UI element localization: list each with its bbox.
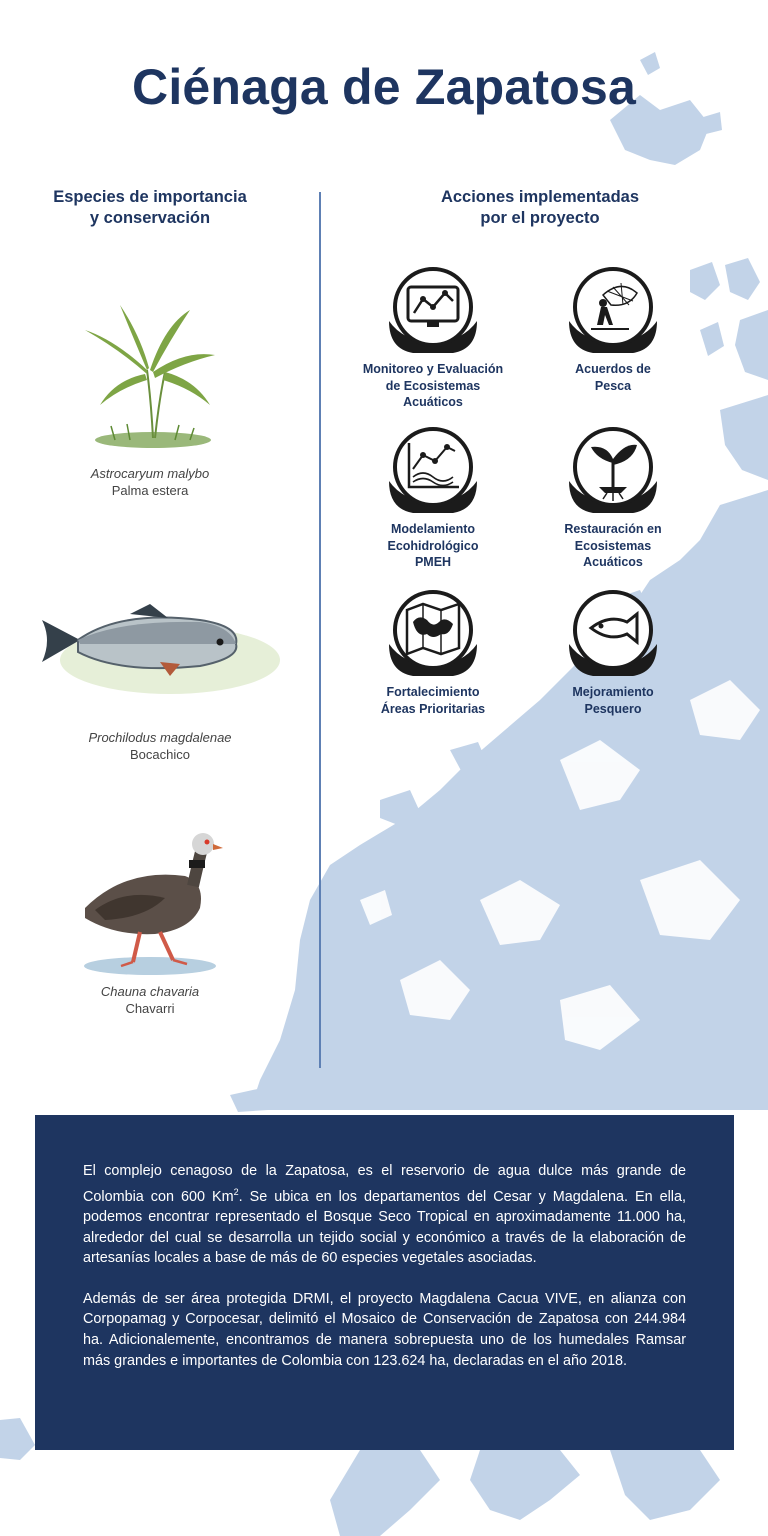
action-label: Modelamiento Ecohidrológico PMEH bbox=[387, 522, 479, 569]
bird-illustration bbox=[65, 828, 235, 978]
palm-illustration bbox=[75, 300, 225, 460]
species-card-palm bbox=[30, 300, 270, 498]
action-label: Monitoreo y Evaluación de Ecosistemas Acuáticos bbox=[362, 362, 504, 409]
map-area-icon bbox=[383, 588, 483, 680]
species-card-fish bbox=[40, 600, 280, 762]
species-section-heading bbox=[30, 187, 270, 229]
info-box bbox=[35, 1115, 734, 1450]
species-scientific-name: Prochilodus magdalenae bbox=[88, 730, 232, 745]
action-acuerdos-pesca bbox=[533, 265, 693, 394]
action-label: Mejoramiento Pesquero bbox=[572, 685, 654, 716]
hydrology-graph-icon bbox=[383, 425, 483, 517]
action-monitoreo bbox=[353, 265, 513, 411]
page-title: Ciénaga de Zapatosa bbox=[132, 59, 636, 115]
species-heading-line-2: y conservación bbox=[89, 209, 211, 227]
actions-heading-line-1: Acciones implementadas bbox=[440, 188, 640, 206]
actions-section-heading bbox=[400, 187, 680, 229]
species-common-name: Chavarri bbox=[125, 1001, 175, 1016]
species-card-bird bbox=[30, 828, 270, 1016]
seedling-icon bbox=[563, 425, 663, 517]
action-mejoramiento-pesquero bbox=[533, 588, 693, 717]
species-common-name: Palma estera bbox=[111, 483, 189, 498]
action-restauracion bbox=[533, 425, 693, 571]
fish-illustration bbox=[40, 600, 280, 700]
info-paragraph-2: Además de ser área protegida DRMI, el proyecto Magdalena Cacua VIVE, en alianza con Corpopamag y Corpocesar, delimitó el Mosaico de Conservación de Zapatosa con 244.984 ha. Adicionalemente, encontramos de manera sobrepuesta uno de los humedales Ramsar más grandes e importantes de Colombia con 123.624 ha, declaradas en el año 2018. bbox=[83, 1290, 686, 1369]
column-divider bbox=[319, 192, 321, 1068]
fisherman-net-icon bbox=[563, 265, 663, 357]
species-common-name: Bocachico bbox=[130, 747, 190, 762]
species-scientific-name: Astrocaryum malybo bbox=[90, 466, 210, 481]
action-modelamiento bbox=[353, 425, 513, 571]
info-paragraph-1: El complejo cenagoso de la Zapatosa, es el reservorio de agua dulce más grande de Colombia con 600 Km$^2$. Se ubica en los departamentos del Cesar y Magdalena. En ella, podemos encontrar representado el Bosque Seco Tropical en aproximadamente 11.000 ha, alrededor del cual se desarrolla un tejido social y económico a través de la elaboración de artesanías locales a base de más de 60 especies vegetales asociadas. bbox=[83, 1163, 686, 1267]
fish-icon bbox=[563, 588, 663, 680]
species-scientific-name: Chauna chavaria bbox=[100, 984, 200, 999]
action-label: Fortalecimiento Áreas Prioritarias bbox=[380, 685, 486, 716]
action-label: Acuerdos de Pesca bbox=[575, 362, 651, 393]
actions-heading-line-2: por el proyecto bbox=[480, 209, 600, 227]
action-fortalecimiento bbox=[353, 588, 513, 717]
monitor-chart-icon bbox=[383, 265, 483, 357]
species-heading-line-1: Especies de importancia bbox=[53, 188, 247, 206]
action-label: Restauración en Ecosistemas Acuáticos bbox=[564, 522, 662, 569]
